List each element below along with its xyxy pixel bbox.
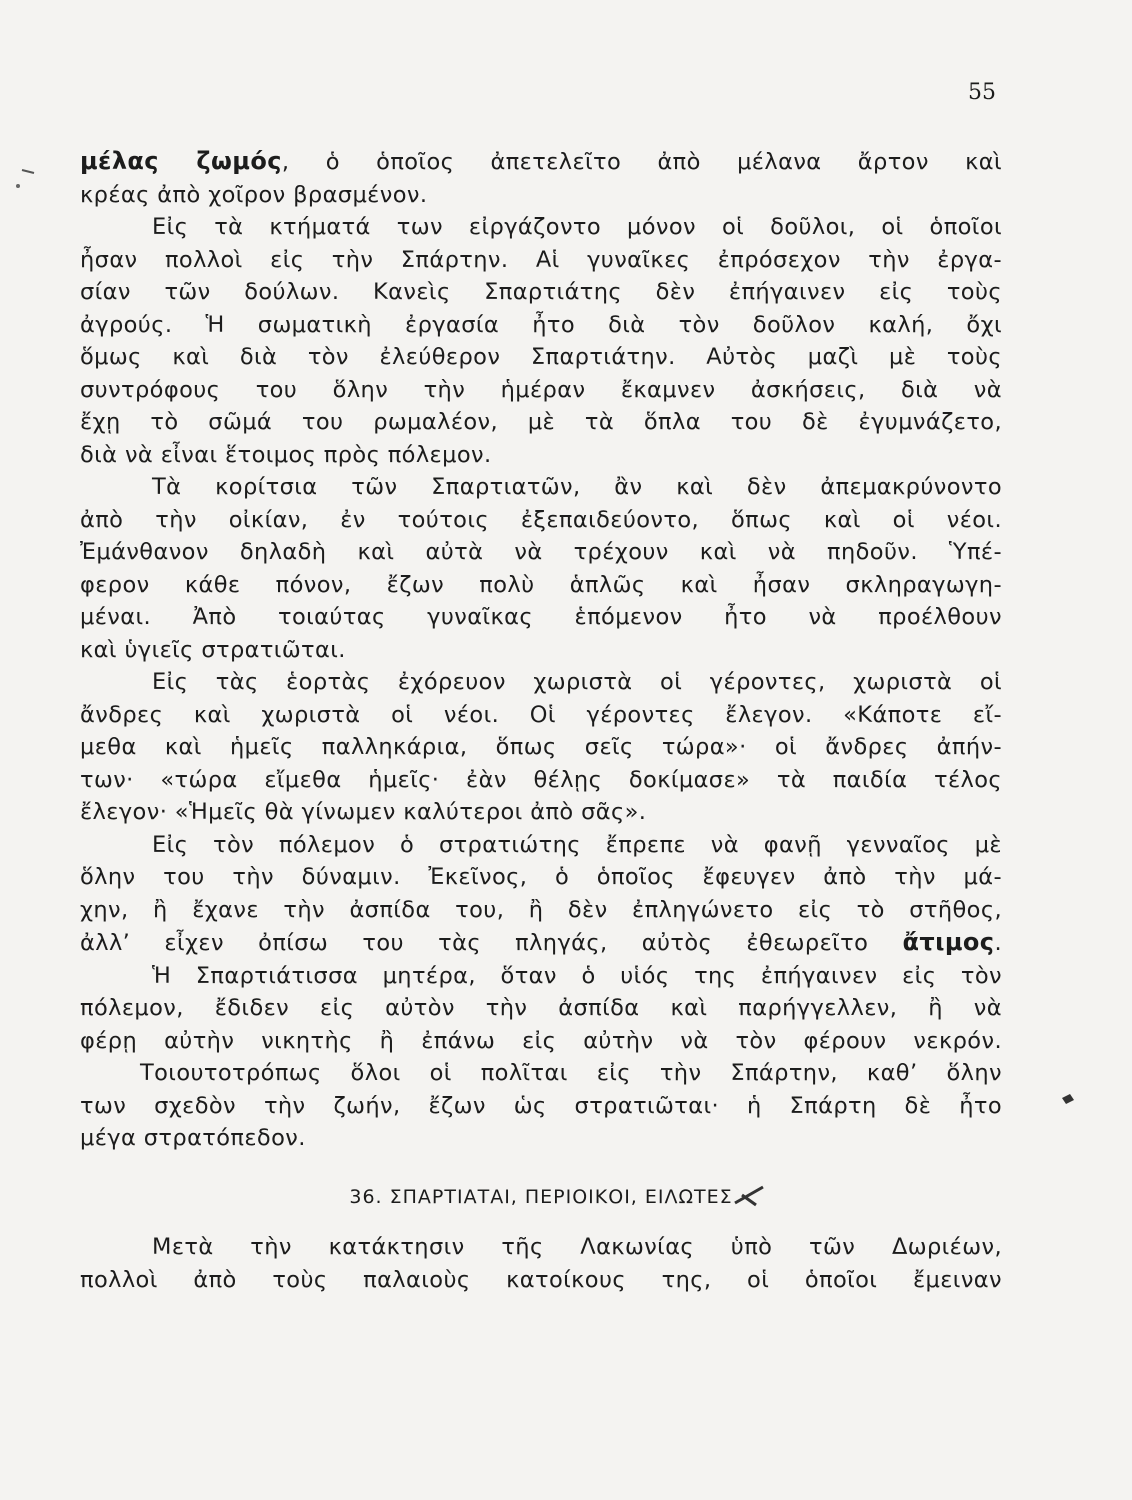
paragraph-2-line: ἔχῃ τὸ σῶμά του ρωμαλέον, μὲ τὰ ὅπλα του δὲ ἐγυμνάζετο, [80,409,1002,435]
paragraph-4-line: ἔλεγον· «Ἡμεῖς θὰ γίνωμεν καλύτεροι ἀπὸ σᾶς». [80,799,647,825]
paragraph-2-line: Εἰς τὰ κτήματά των εἰργάζοντο μόνον οἱ δοῦλοι, οἱ ὁποῖοι [152,214,1002,240]
text-run: . [994,930,1002,956]
paragraph-1-line-1 [80,145,1002,179]
paragraph-2-line: ἀγρούς. Ἡ σωματικὴ ἐργασία ἦτο διὰ τὸν δοῦλον καλή, ὄχι [80,311,1002,338]
paragraph-2-line: ὅμως καὶ διὰ τὸν ἐλεύθερον Σπαρτιάτην. Αὐτὸς μαζὶ μὲ τοὺς [80,344,1002,370]
term-melas-zomos: μέλας ζωμός [80,147,282,175]
paragraph-5-last-line [80,926,1002,960]
paragraph-6-line: πόλεμον, ἔδιδεν εἰς αὐτὸν τὴν ἀσπίδα καὶ παρήγγελλεν, ἢ νὰ [80,995,1002,1021]
term-atimos: ἄτιμος [902,928,995,956]
ink-speck [16,184,20,188]
paragraph-8-line: Μετὰ τὴν κατάκτησιν τῆς Λακωνίας ὑπὸ τῶν Δωριέων, [152,1234,1002,1260]
section-heading: 36. ΣΠΑΡΤΙΑΤΑΙ, ΠΕΡΙΟΙΚΟΙ, ΕΙΛΩΤΕΣ [349,1185,733,1208]
paragraph-3-line: ἀπὸ τὴν οἰκίαν, ἐν τούτοις ἐξεπαιδεύοντο, ὅπως καὶ οἱ νέοι. [80,506,1002,533]
paragraph-3-line: Ἐμάνθανον δηλαδὴ καὶ αὐτὰ νὰ τρέχουν καὶ νὰ πηδοῦν. Ὑπέ- [80,539,1002,565]
paragraph-7-line: των σχεδὸν τὴν ζωήν, ἔζων ὡς στρατιῶται· ἡ Σπάρτη δὲ ἦτο [80,1092,1002,1119]
paragraph-6-line: Ἡ Σπαρτιάτισσα μητέρα, ὅταν ὁ υἱός της ἐπήγαινεν εἰς τὸν [152,962,1002,989]
text-run: ἀλλ’ εἶχεν ὀπίσω του τὰς πληγάς, αὐτὸς ἐθεωρεῖτο [80,930,869,956]
paragraph-7-line: μέγα στρατόπεδον. [80,1125,306,1151]
paragraph-4-line: των· «τώρα εἴμεθα ἡμεῖς· ἐὰν θέλῃς δοκίμασε» τὰ παιδία τέλος [80,766,1002,793]
paragraph-3-line: μέναι. Ἀπὸ τοιαύτας γυναῖκας ἑπόμενον ἦτο νὰ προέλθουν [80,604,1002,630]
paragraph-1-line-2: κρέας ἀπὸ χοῖρον βρασμένον. [80,181,428,208]
paragraph-2-line: διὰ νὰ εἶναι ἕτοιμος πρὸς πόλεμον. [80,441,492,468]
paragraph-5-line: χην, ἢ ἔχανε τὴν ἀσπίδα του, ἢ δὲν ἐπληγώνετο εἰς τὸ στῆθος, [80,896,1002,923]
page-number: 55 [968,80,996,105]
paragraph-3-line: καὶ ὑγιεῖς στρατιῶται. [80,636,346,663]
paragraph-4-line: μεθα καὶ ἡμεῖς παλληκάρια, ὅπως σεῖς τώρα»· οἱ ἄνδρες ἀπήν- [80,734,1002,760]
text-run: , ὁ ὁποῖος ἀπετελεῖτο ἀπὸ μέλανα ἄρτον καὶ [281,149,1003,175]
ink-speck [1062,1094,1074,1104]
page-body [80,145,1002,1296]
paragraph-4-line: ἄνδρες καὶ χωριστὰ οἱ νέοι. Οἱ γέροντες ἔλεγον. «Κάποτε εἴ- [80,701,1002,728]
paragraph-5-line: Εἰς τὸν πόλεμον ὁ στρατιώτης ἔπρεπε νὰ φανῇ γενναῖος μὲ [152,831,1002,858]
paragraph-7-line: Τοιουτοτρόπως ὅλοι οἱ πολῖται εἰς τὴν Σπάρτην, καθ’ ὅλην [140,1060,1002,1086]
ink-speck [22,170,34,173]
paragraph-2-line: συντρόφους του ὅλην τὴν ἡμέραν ἔκαμνεν ἀσκήσεις, διὰ νὰ [80,376,1002,403]
paragraph-8-line: πολλοὶ ἀπὸ τοὺς παλαιοὺς κατοίκους της, οἱ ὁποῖοι ἔμειναν [80,1266,1002,1293]
paragraph-2-line: σίαν τῶν δούλων. Κανεὶς Σπαρτιάτης δὲν ἐπήγαινεν εἰς τοὺς [80,279,1002,305]
paragraph-4-line: Εἰς τὰς ἑορτὰς ἐχόρευον χωριστὰ οἱ γέροντες, χωριστὰ οἱ [152,669,1002,695]
paragraph-6-line: φέρῃ αὐτὴν νικητὴς ἢ ἐπάνω εἰς αὐτὴν νὰ τὸν φέρουν νεκρόν. [80,1027,1002,1054]
paragraph-3-line: Τὰ κορίτσια τῶν Σπαρτιατῶν, ἂν καὶ δὲν ἀπεμακρύνοντο [152,474,1002,500]
paragraph-2-line: ἦσαν πολλοὶ εἰς τὴν Σπάρτην. Αἱ γυναῖκες ἐπρόσεχον τὴν ἐργα- [80,246,1002,273]
paragraph-3-line: φερον κάθε πόνον, ἔζων πολὺ ἁπλῶς καὶ ἦσαν σκληραγωγη- [80,571,1002,598]
paragraph-5-line: ὅλην του τὴν δύναμιν. Ἐκεῖνος, ὁ ὁποῖος ἔφευγεν ἀπὸ τὴν μά- [80,864,1002,890]
